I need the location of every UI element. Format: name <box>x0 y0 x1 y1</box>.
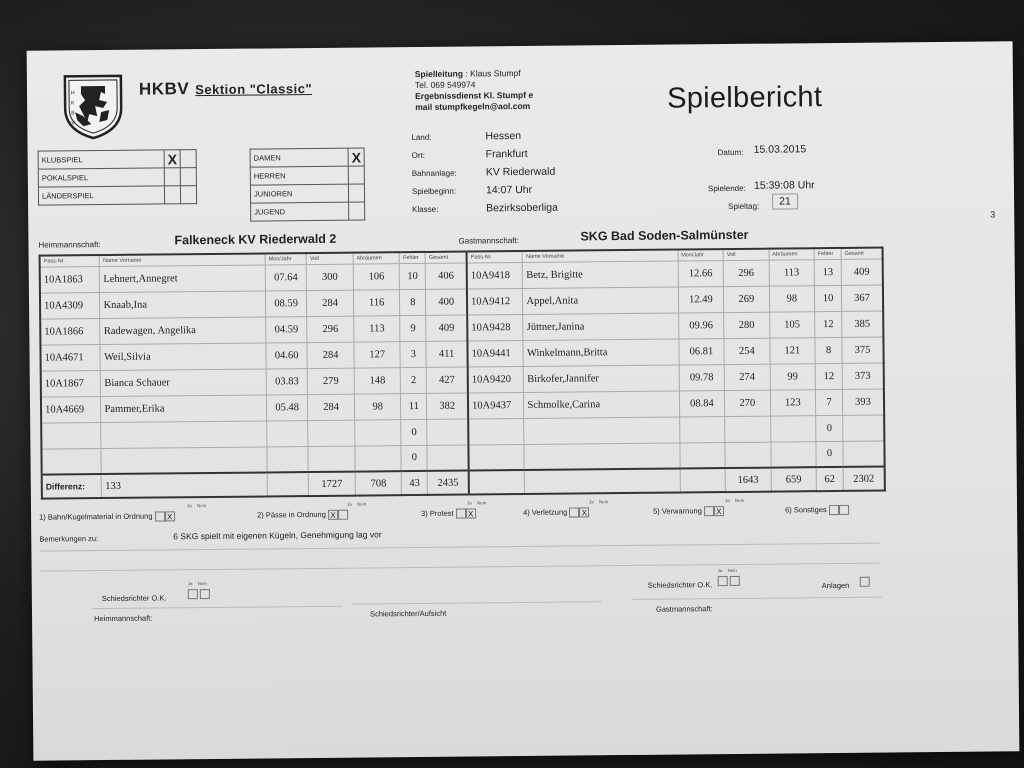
home-mon-cell: 04.60 <box>266 342 308 368</box>
col-pass: Pass-Nr. <box>40 255 100 267</box>
match-type-row <box>38 168 197 188</box>
org-heading <box>139 78 312 100</box>
match-type-label: LÄNDERSPIEL <box>38 186 164 205</box>
guest-gesamt-cell: 393 <box>842 389 884 415</box>
category-row <box>251 202 366 221</box>
guest-gesamt-cell: 385 <box>842 311 884 337</box>
home-name-cell <box>101 420 267 448</box>
guest-mon-cell: 06.81 <box>678 338 724 364</box>
bahnanlage-label: Bahnanlage: <box>411 168 457 179</box>
signature-line <box>92 606 342 609</box>
match-type-label: KLUBSPIEL <box>38 150 164 169</box>
score-table <box>39 247 886 500</box>
guest-mon-cell: 08.84 <box>679 390 725 416</box>
guest-gesamt-cell: 367 <box>841 285 883 311</box>
ja-label: Ja <box>466 500 472 506</box>
guest-mon-cell: 12.66 <box>678 260 724 286</box>
spielbeginn-value: 14:07 Uhr <box>485 183 533 197</box>
home-mon-cell: 05.48 <box>266 394 308 420</box>
spielbericht-sheet <box>27 41 1020 760</box>
nein-label: Nein <box>598 499 609 505</box>
match-type-mark[interactable] <box>164 186 181 204</box>
home-voll-cell <box>308 446 355 472</box>
home-abr-cell: 148 <box>354 367 401 393</box>
home-gesamt-cell <box>427 445 469 471</box>
ja-label: Ja <box>724 498 730 504</box>
home-gesamt-cell: 427 <box>426 367 468 393</box>
ort-value: Frankfurt <box>485 147 528 161</box>
guest-pass-cell <box>469 444 525 471</box>
col-gesamt: Gesamt <box>425 252 466 263</box>
home-fehler-cell: 0 <box>401 419 427 445</box>
home-pass-cell: 10A1866 <box>40 318 100 345</box>
col-name: Name Vorname <box>522 250 677 262</box>
remarks-line <box>40 563 880 572</box>
check-5-nein-box[interactable]: X <box>714 506 724 516</box>
category-label: HERREN <box>250 166 348 185</box>
land-label: Land: <box>411 132 432 143</box>
match-type-mark[interactable] <box>164 168 181 186</box>
guest-mon-cell <box>679 442 725 468</box>
home-voll-cell: 284 <box>308 394 355 420</box>
home-voll-cell: 284 <box>307 342 354 368</box>
check-2-label: 2) Pässe in Ordnung <box>257 509 326 520</box>
guest-abr-cell: 113 <box>769 259 815 285</box>
anlagen-box[interactable] <box>860 577 870 587</box>
match-type-row <box>38 186 197 206</box>
home-fehler-cell: 8 <box>400 289 426 315</box>
svg-text:K: K <box>71 100 75 107</box>
ja-label: Ja <box>346 501 352 507</box>
home-gesamt-cell: 409 <box>426 315 468 341</box>
spielleitung-label: Spielleitung <box>414 68 464 80</box>
home-abr-cell: 116 <box>353 289 400 315</box>
check-6-nein-box[interactable] <box>839 505 849 515</box>
category-label: JUGEND <box>251 202 349 221</box>
guest-name-cell: Appel,Anita <box>523 287 678 314</box>
check-1 <box>39 511 175 522</box>
guest-total-abr: 659 <box>771 467 817 491</box>
margin-number: 3 <box>990 209 996 220</box>
spielende-value: 15:39:08 Uhr <box>753 179 815 192</box>
check-2-ja-box[interactable]: X <box>328 510 338 520</box>
guest-name-cell <box>524 417 679 444</box>
category-label: JUNIOREN <box>250 184 348 203</box>
guest-abr-cell <box>770 441 816 467</box>
category-row <box>250 184 365 203</box>
guest-gesamt-cell: 373 <box>842 363 884 389</box>
check-6-ja-box[interactable] <box>829 505 839 515</box>
spielende-label: Spielende: <box>707 183 746 194</box>
guest-team-label: Gastmannschaft: <box>458 236 519 246</box>
col-voll: Voll <box>723 249 769 260</box>
nein-label: Nein <box>196 503 207 509</box>
spielleitung-name: : Klaus Stumpf <box>465 68 521 79</box>
home-voll-cell: 300 <box>307 264 354 290</box>
home-name-cell: Weil,Silvia <box>100 342 266 370</box>
category-label: DAMEN <box>250 148 348 167</box>
guest-name-cell: Jüttner,Janina <box>523 313 678 340</box>
referee-signature-label: Schiedsrichter/Aufsicht <box>369 608 447 619</box>
home-mon-cell: 07.64 <box>265 264 307 290</box>
home-pass-cell <box>41 448 101 475</box>
home-name-cell: Knaab,Ina <box>100 290 266 318</box>
home-abr-cell: 98 <box>354 393 401 419</box>
guest-voll-cell: 296 <box>723 260 769 286</box>
guest-pass-cell: 10A9441 <box>468 340 524 367</box>
referee-ok-left: Schiedsrichter O.K. <box>101 593 167 604</box>
match-type-row <box>38 150 197 170</box>
land-value: Hessen <box>485 130 522 143</box>
home-fehler-cell: 10 <box>400 263 426 289</box>
guest-team-name: SKG Bad Soden-Salmünster <box>580 227 749 244</box>
guest-voll-cell: 269 <box>723 286 769 312</box>
guest-gesamt-cell <box>843 415 885 441</box>
check-4-nein-box[interactable]: X <box>579 507 589 517</box>
spielbeginn-label: Spielbeginn: <box>411 186 457 197</box>
home-total-voll: 1727 <box>309 472 356 496</box>
remarks-label: Bemerkungen zu: <box>39 534 99 544</box>
home-fehler-cell: 3 <box>400 341 426 367</box>
org-name: HKBV <box>138 79 190 99</box>
guest-name-cell: Schmolke,Carina <box>524 391 679 418</box>
spieltag-value: 21 <box>772 193 798 209</box>
signature-line <box>352 601 602 604</box>
referee-ok-right: Schiedsrichter O.K. <box>647 580 713 590</box>
guest-pass-cell: 10A9412 <box>467 288 523 315</box>
datum-label: Datum: <box>717 147 744 158</box>
home-signature-label: Heimmannschaft: <box>94 613 153 624</box>
guest-mon-cell: 12.49 <box>678 286 724 312</box>
home-mon-cell: 08.59 <box>265 290 307 316</box>
col-name: Name Vorname <box>100 253 266 266</box>
guest-pass-cell: 10A9418 <box>467 262 523 289</box>
guest-mon-cell: 09.78 <box>679 364 725 390</box>
category-mark[interactable] <box>348 184 365 202</box>
section-name: Sektion "Classic" <box>195 81 313 98</box>
nein-label: Nein <box>734 497 745 503</box>
guest-name-cell <box>524 442 679 469</box>
remarks-text: 6 SKG spielt mit eigenen Kügeln, Genehmigung lag vor <box>173 529 382 542</box>
col-fehler: Fehler <box>399 252 425 263</box>
check-6-label: 6) Sonstiges <box>785 505 827 515</box>
guest-gesamt-cell <box>843 441 885 467</box>
match-type-box <box>38 149 198 206</box>
home-mon-cell: 03.83 <box>266 368 308 394</box>
nein-label: Nein <box>356 501 367 507</box>
home-abr-cell: 113 <box>354 315 401 341</box>
guest-pass-cell <box>468 418 524 445</box>
check-1-label: 1) Bahn/Kugelmaterial in Ordnung <box>39 511 153 522</box>
category-mark[interactable] <box>349 202 366 220</box>
home-total-abr: 708 <box>355 471 402 495</box>
check-5-label: 5) Verwarnung <box>653 506 702 516</box>
nein-label: Nein <box>727 567 737 574</box>
check-1-ja-box[interactable] <box>155 511 165 521</box>
email: mail stumpfkegeln@aol.com <box>415 100 531 113</box>
category-mark[interactable] <box>348 166 365 184</box>
datum-value: 15.03.2015 <box>753 143 807 156</box>
ja-label: Ja <box>186 503 192 509</box>
home-fehler-cell: 9 <box>400 315 426 341</box>
category-mark[interactable]: X <box>348 148 365 166</box>
guest-fehler-cell: 0 <box>816 441 843 467</box>
home-pass-cell: 10A4669 <box>41 396 101 423</box>
home-abr-cell <box>355 419 402 445</box>
home-voll-cell <box>308 420 355 446</box>
home-total-gesamt: 2435 <box>427 471 469 495</box>
svg-text:B: B <box>71 110 75 117</box>
home-mon-cell <box>267 420 309 446</box>
home-gesamt-cell: 382 <box>427 393 469 419</box>
col-gesamt: Gesamt <box>841 248 883 259</box>
contact-info <box>415 68 533 113</box>
guest-total-fehler: 62 <box>816 467 843 491</box>
diff-label: Differenz: <box>42 474 102 499</box>
home-name-cell: Pammer,Erika <box>101 394 267 422</box>
home-pass-cell: 10A4309 <box>40 292 100 319</box>
guest-mon-cell: 09.96 <box>678 312 724 338</box>
guest-voll-cell: 280 <box>724 312 770 338</box>
guest-fehler-cell: 10 <box>814 285 841 311</box>
check-2-nein-box[interactable] <box>338 510 348 520</box>
guest-voll-cell <box>725 416 771 442</box>
guest-fehler-cell: 7 <box>815 389 842 415</box>
guest-abr-cell <box>770 415 816 441</box>
col-voll: Voll <box>306 253 353 264</box>
spieltag-label: Spieltag: <box>728 201 760 212</box>
category-row <box>250 148 365 167</box>
klasse-label: Klasse: <box>412 204 439 215</box>
match-type-label: POKALSPIEL <box>38 168 164 187</box>
check-1-nein-box[interactable]: X <box>165 511 175 521</box>
home-voll-cell: 296 <box>307 316 354 342</box>
home-gesamt-cell: 411 <box>426 341 468 367</box>
referee-ok-left-ja-box[interactable] <box>188 589 198 599</box>
category-box <box>250 148 366 222</box>
guest-fehler-cell: 12 <box>815 311 842 337</box>
check-5 <box>653 506 724 517</box>
page-title: Spielbericht <box>666 81 823 115</box>
home-abr-cell: 127 <box>354 341 401 367</box>
home-gesamt-cell: 406 <box>425 263 467 289</box>
guest-name-cell: Betz, Brigitte <box>523 261 678 288</box>
guest-pass-cell: 10A9428 <box>467 314 523 341</box>
ja-label: Ja <box>588 499 594 505</box>
ergebnisdienst: Ergebnissdienst Kl. Stumpf e <box>415 89 534 102</box>
home-name-cell <box>101 446 267 474</box>
match-type-mark[interactable]: X <box>164 150 181 168</box>
referee-ok-right-ja-box[interactable] <box>718 576 728 586</box>
home-gesamt-cell: 400 <box>426 289 468 315</box>
col-fehler: Fehler <box>814 248 841 259</box>
guest-signature-label: Gastmannschaft: <box>655 604 713 614</box>
klasse-value: Bezirksoberliga <box>486 201 559 215</box>
guest-voll-cell: 270 <box>724 390 770 416</box>
check-3-nein-box[interactable]: X <box>466 508 476 518</box>
home-gesamt-cell <box>427 419 469 445</box>
home-team-name: Falkeneck KV Riederwald 2 <box>174 231 337 248</box>
remarks-line <box>39 543 879 552</box>
col-mon: Mon/Jahr <box>265 253 306 264</box>
guest-gesamt-cell: 375 <box>842 337 884 363</box>
home-mon-cell: 04.59 <box>266 316 308 342</box>
guest-name-cell: Winkelmann,Britta <box>523 339 678 366</box>
home-total-fehler: 43 <box>402 471 428 495</box>
guest-abr-cell: 123 <box>770 389 816 415</box>
signature-line <box>632 597 882 600</box>
referee-ok-right-nein-box[interactable] <box>730 576 740 586</box>
hessen-lion-crest-icon <box>61 72 126 141</box>
home-name-cell: Lehnert,Annegret <box>100 264 266 292</box>
guest-pass-cell: 10A9437 <box>468 392 524 419</box>
ja-label: Ja <box>717 568 723 574</box>
check-4 <box>523 507 589 518</box>
home-fehler-cell: 0 <box>401 445 427 471</box>
col-abr: Abräumen <box>769 248 815 259</box>
check-5-ja-box[interactable] <box>704 506 714 516</box>
referee-ok-left-nein-box[interactable] <box>200 589 210 599</box>
empty-cell <box>680 468 726 492</box>
guest-gesamt-cell: 409 <box>841 259 883 285</box>
bahnanlage-value: KV Riederwald <box>485 165 556 179</box>
home-pass-cell: 10A4671 <box>40 344 100 371</box>
guest-pass-cell: 10A9420 <box>468 366 524 393</box>
telephone: Tel. 069 549974 <box>414 79 476 91</box>
svg-text:H: H <box>70 90 75 97</box>
guest-fehler-cell: 12 <box>815 363 842 389</box>
home-abr-cell <box>355 445 402 471</box>
guest-fehler-cell: 8 <box>815 337 842 363</box>
check-3 <box>421 508 476 519</box>
nein-label: Nein <box>476 500 487 506</box>
home-fehler-cell: 11 <box>401 393 427 419</box>
guest-abr-cell: 99 <box>770 363 816 389</box>
guest-name-cell: Birkofer,Jannifer <box>524 365 679 392</box>
category-row <box>250 166 365 185</box>
check-3-label: 3) Protest <box>421 508 454 518</box>
guest-total-voll: 1643 <box>725 468 771 492</box>
guest-voll-cell <box>725 442 771 468</box>
col-pass: Pass-Nr. <box>467 251 523 263</box>
guest-fehler-cell: 13 <box>814 259 841 285</box>
home-abr-cell: 106 <box>353 263 400 289</box>
home-voll-cell: 284 <box>307 290 354 316</box>
home-fehler-cell: 2 <box>401 367 427 393</box>
home-team-label: Heimmannschaft: <box>38 240 101 250</box>
empty-cell <box>525 468 680 493</box>
nein-label: Nein <box>197 581 208 587</box>
check-3-ja-box[interactable] <box>456 509 466 519</box>
home-name-cell: Bianca Schauer <box>101 368 267 396</box>
col-mon: Mon/Jahr <box>678 249 724 260</box>
check-4-label: 4) Verletzung <box>523 507 568 518</box>
guest-voll-cell: 254 <box>724 338 770 364</box>
guest-fehler-cell: 0 <box>816 415 843 441</box>
guest-total-gesamt: 2302 <box>843 467 885 491</box>
check-2 <box>257 510 348 521</box>
guest-abr-cell: 98 <box>769 285 815 311</box>
ja-label: Ja <box>187 581 193 587</box>
check-4-ja-box[interactable] <box>569 507 579 517</box>
guest-voll-cell: 274 <box>724 364 770 390</box>
home-voll-cell: 279 <box>308 368 355 394</box>
home-mon-cell <box>267 446 309 472</box>
empty-cell <box>267 472 309 496</box>
home-name-cell: Radewagen, Angelika <box>100 316 266 344</box>
anlagen-label: Anlagen <box>821 580 850 591</box>
home-pass-cell <box>41 422 101 449</box>
diff-value: 133 <box>102 472 268 498</box>
svg-text:V: V <box>71 120 75 127</box>
col-abr: Abräumen <box>353 252 400 263</box>
home-pass-cell: 10A1867 <box>41 370 101 397</box>
guest-mon-cell <box>679 416 725 442</box>
guest-abr-cell: 105 <box>769 311 815 337</box>
home-pass-cell: 10A1863 <box>40 266 100 293</box>
empty-cell <box>469 470 525 495</box>
ort-label: Ort: <box>411 150 426 161</box>
check-6 <box>785 505 849 516</box>
guest-abr-cell: 121 <box>769 337 815 363</box>
